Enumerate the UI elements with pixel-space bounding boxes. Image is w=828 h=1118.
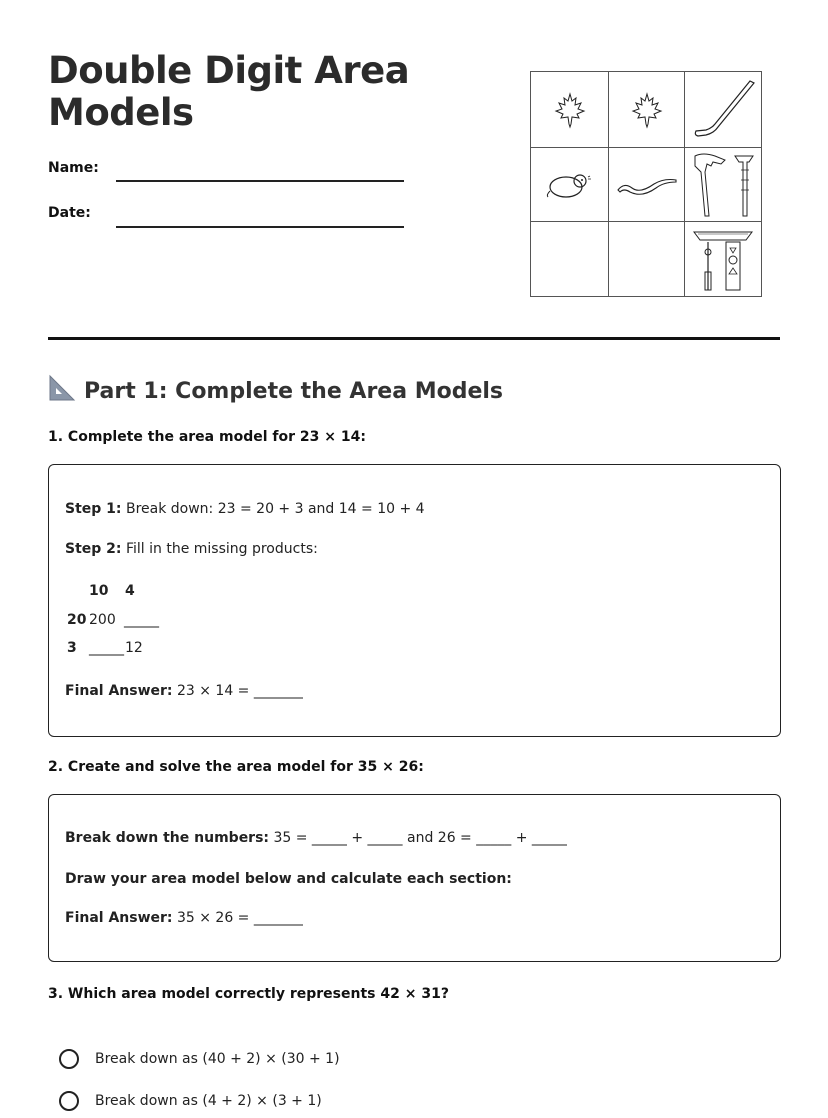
name-line[interactable] <box>116 180 404 182</box>
radio-button[interactable] <box>59 1091 79 1111</box>
product-blank[interactable]: _____ <box>124 612 159 628</box>
q1-box <box>48 464 781 737</box>
empty-cell <box>609 222 685 296</box>
hockey-stick-icon <box>685 72 761 148</box>
option-label: Break down as (40 + 2) × (30 + 1) <box>95 1051 340 1067</box>
date-label: Date: <box>48 205 91 221</box>
row-header: 20 <box>67 612 87 628</box>
q1-step1: Step 1: Break down: 23 = 20 + 3 and 14 = 10 + 4 <box>65 501 425 517</box>
q1-step2: Step 2: Fill in the missing products: <box>65 541 318 557</box>
header-divider <box>48 337 780 340</box>
maple-leaf-icon <box>609 72 685 148</box>
col-header: 4 <box>125 583 135 599</box>
product-cell: 12 <box>125 640 143 656</box>
name-label: Name: <box>48 160 99 176</box>
icon-grid <box>530 71 762 297</box>
part1-title: Part 1: Complete the Area Models <box>84 378 504 404</box>
canoe-paddle-icon <box>609 148 685 222</box>
option-label: Break down as (4 + 2) × (3 + 1) <box>95 1093 322 1109</box>
maple-leaf-icon <box>531 72 609 148</box>
radio-button[interactable] <box>59 1049 79 1069</box>
q1-final-answer[interactable]: Final Answer: 23 × 14 = _______ <box>65 683 303 699</box>
q3-option[interactable] <box>59 1049 340 1069</box>
q2-draw-instruction: Draw your area model below and calculate each section: <box>65 871 512 887</box>
set-square-icon <box>48 374 76 408</box>
q2-breakdown[interactable]: Break down the numbers: 35 = _____ + _____ and 26 = _____ + _____ <box>65 830 567 846</box>
worksheet-title: Double Digit Area Models <box>48 49 410 134</box>
q2-prompt: 2. Create and solve the area model for 35 × 26: <box>48 759 424 775</box>
q3-option[interactable] <box>59 1091 322 1111</box>
part1-heading <box>48 374 503 408</box>
q2-final-answer[interactable]: Final Answer: 35 × 26 = _______ <box>65 910 303 926</box>
empty-cell <box>531 222 609 296</box>
q1-prompt: 1. Complete the area model for 23 × 14: <box>48 429 366 445</box>
row-header: 3 <box>67 640 77 656</box>
q3-prompt: 3. Which area model correctly represents 42 × 31? <box>48 986 449 1002</box>
totem-pole-icon <box>685 222 761 296</box>
product-cell: 200 <box>89 612 116 628</box>
date-line[interactable] <box>116 226 404 228</box>
totem-poles-icon <box>685 148 761 222</box>
product-blank[interactable]: _____ <box>89 640 124 656</box>
col-header: 10 <box>89 583 109 599</box>
q2-box <box>48 794 781 962</box>
beaver-icon <box>531 148 609 222</box>
